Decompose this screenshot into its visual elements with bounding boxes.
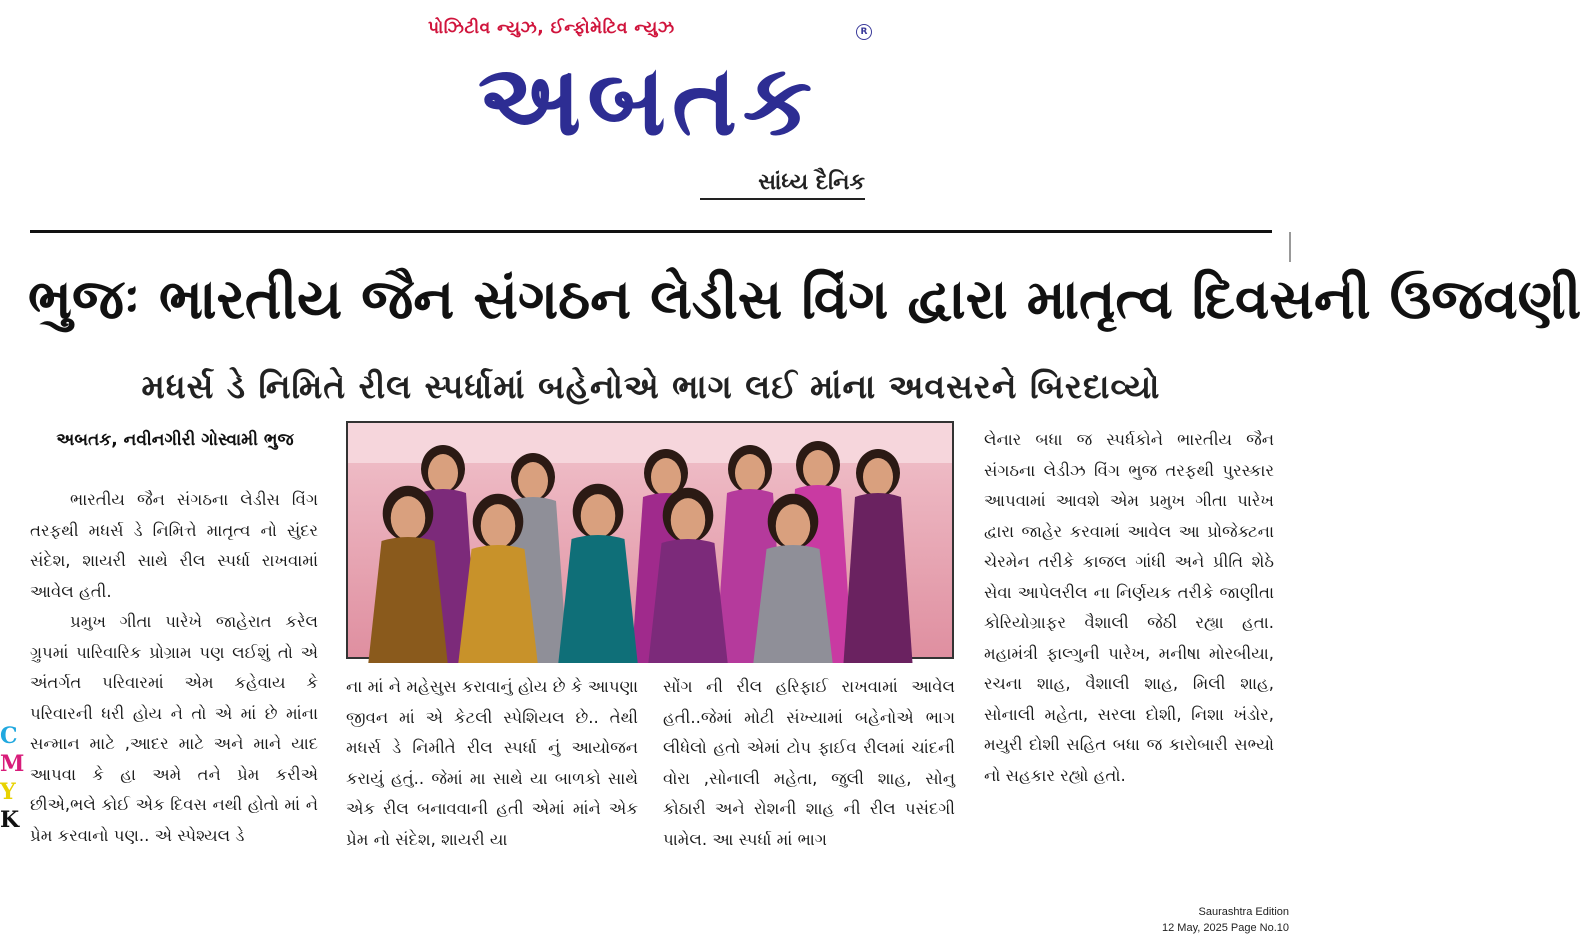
article-headline: ભુજઃ ભારતીય જૈન સંગઠન લેડીસ વિંગ દ્વારા માતૃત્વ દિવસની ઉજવણી (28, 267, 1581, 331)
article-paragraph: ભારતીય જૈન સંગઠના લેડીસ વિંગ તરફથી મધર્સ ડે નિમિત્તે માતૃત્વ નો સુંદર સંદેશ, શાયરી સાથે રીલ સ્પર્ધા રાખવામાં આવેલ હતી. (30, 490, 318, 601)
clipped-text-fragments (30, 202, 1270, 218)
article-column-1 (30, 485, 318, 887)
cmyk-c: C (0, 723, 18, 749)
group-photo (346, 421, 954, 659)
newspaper-logo: અબતક (477, 44, 819, 158)
cmyk-m: M (0, 751, 25, 777)
cmyk-y: Y (0, 779, 16, 805)
cmyk-marks (0, 722, 25, 834)
edition-date-page: 12 May, 2025 Page No.10 (1162, 922, 1289, 934)
page-edge-mark (1289, 232, 1291, 262)
article-column-4: લેનાર બધા જ સ્પર્ધકોને ભારતીય જૈન સંગઠના લેડીઝ વિંગ ભુજ તરફથી પુરસ્કાર આપવામાં આવશે એમ પ્રમુખ ગીતા પારેખ દ્વારા જાહેર કરવામાં આવેલ આ પ્રોજેક્ટના ચેરમેન તરીકે કાજલ ગાંધી અને પ્રીતિ શેઠે સેવા આપેલરીલ ના નિર્ણયક તરીકે જાણીતા કોરિયોગ્રાફર વૈશાલી જેઠી રહ્યા હતા. મહામંત્રી ફાલ્ગુની પારેખ, મનીષા મોરબીયા, રચના શાહ, વૈશાલી શાહ, મિલી શાહ, સોનાલી મહેતા, સરલા દોશી, નિશા ખંડોર, મયુરી દોશી સહિત બધા જ કારોબારી સભ્યો નો સહકાર રહ્યો હતો. (984, 430, 1274, 785)
masthead-subtitle: સાંધ્ય દૈનિક (700, 170, 865, 200)
cmyk-k: K (0, 807, 20, 833)
article-subheadline: મધર્સ ડે નિમિતે રીલ સ્પર્ધામાં બહેનોએ ભાગ લઈ માંના અવસરને બિરદાવ્યો (141, 367, 1161, 406)
edition-name: Saurashtra Edition (1198, 906, 1289, 918)
article-column-3: સોંગ ની રીલ હરિફાઈ રાખવામાં આવેલ હતી..જેમાં મોટી સંખ્યામાં બહેનોએ ભાગ લીધેલો હતો એમાં ટોપ ફાઈવ રીલમાં ચાંદની વોરા ,સોનાલી મહેતા, જુલી શાહ, સોનુ કોઠારી અને રોશની શાહ ની રીલ પસંદગી પામેલ. આ સ્પર્ધા માં ભાગ (663, 677, 955, 849)
masthead-tagline: પોઝિટીવ ન્યુઝ, ઈન્ફોમેટિવ ન્યુઝ (428, 18, 675, 38)
masthead-divider (30, 230, 1272, 233)
article-column-2: ના માં ને મહેસુસ કરાવાનું હોય છે કે આપણા જીવન માં એ કેટલી સ્પેશિયલ છે.. તેથી મધર્સ ડે નિમીતે રીલ સ્પર્ધા નું આયોજન કરાયું હતું.. જેમાં મા સાથે યા બાળકો સાથે એક રીલ બનાવવાની હતી એમાં માંને એક પ્રેમ નો સંદેશ, શાયરી યા (346, 677, 638, 849)
edition-info (1089, 904, 1289, 936)
article-paragraph: પ્રમુખ ગીતા પારેખે જાહેરાત કરેલ ગ્રુપમાં પારિવારિક પ્રોગ્રામ પણ લઈશું તો એ અંતર્ગત પરિવારમાં એમ કહેવાય કે પરિવારની ધરી હોય ને તો એ માં છે માંના સન્માન માટે ,આદર માટે અને માને યાદ આપવા કે હા અમે તને પ્રેમ કરીએ છીએ,ભલે કોઈ એક દિવસ નથી હોતો માં ને પ્રેમ કરવાનો પણ.. એ સ્પેશ્યલ ડે (30, 612, 318, 845)
registered-mark-icon: R (856, 24, 872, 40)
article-byline: અબતક, નવીનગીરી ગોસ્વામી ભુજ (56, 430, 294, 450)
